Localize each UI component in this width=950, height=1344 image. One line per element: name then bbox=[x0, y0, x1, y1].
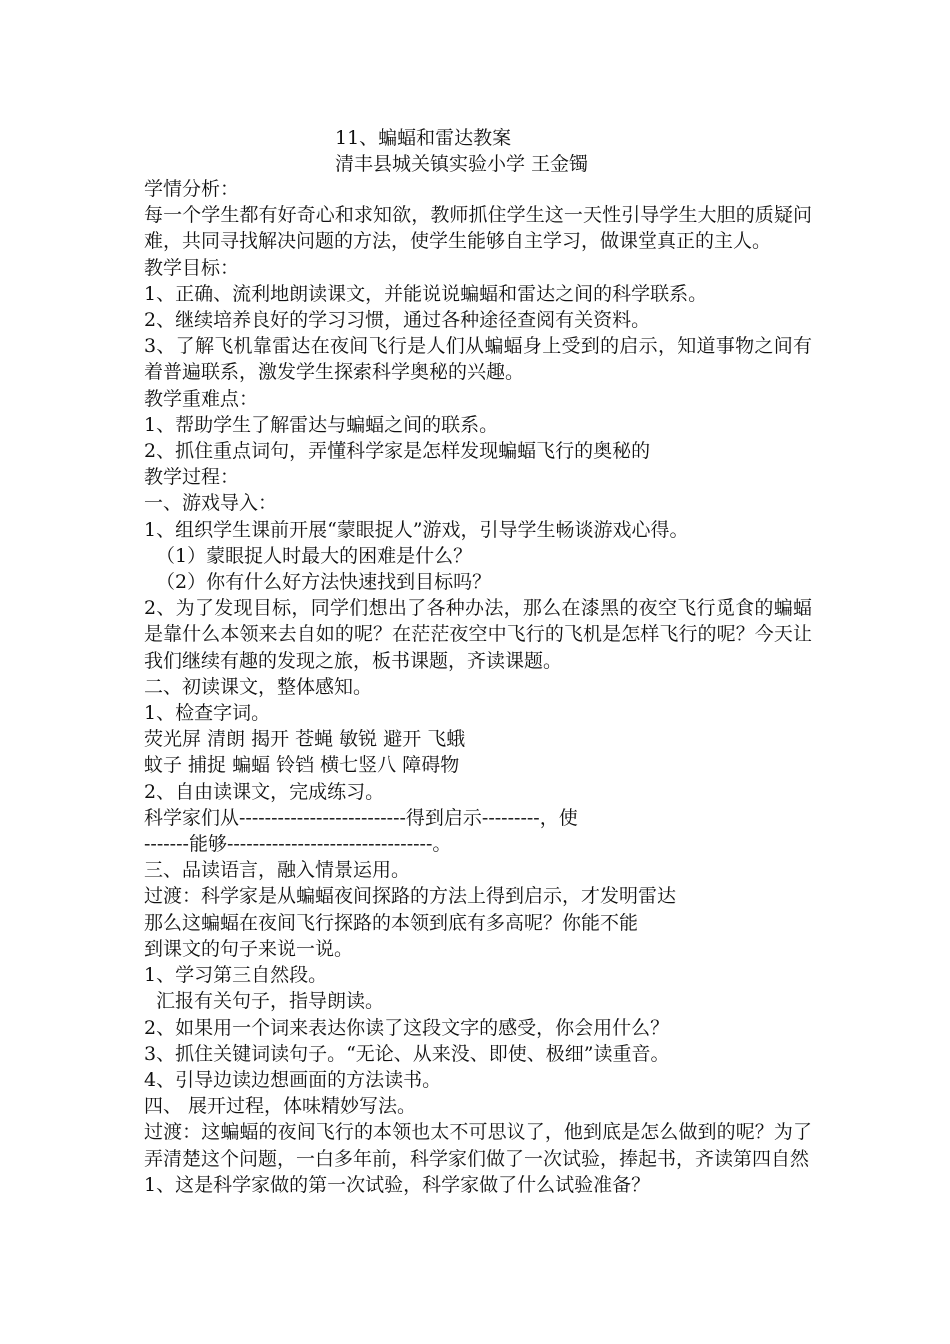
list-item: 2、继续培养良好的学习习惯，通过各种途径查阅有关资料。 bbox=[144, 309, 651, 332]
list-item: 1、帮助学生了解雷达与蝙蝠之间的联系。 bbox=[144, 413, 499, 436]
list-item: 3、了解飞机靠雷达在夜间飞行是人们从蝙蝠身上受到的启示，知道事物之间有着普遍联系，激发学生探索科学奥秘的兴趣。 bbox=[144, 335, 812, 384]
vocabulary-row: 荧光屏 清朗 揭开 苍蝇 敏锐 避开 飞蛾 bbox=[144, 728, 466, 751]
list-item: 1、组织学生课前开展“蒙眼捉人”游戏，引导学生畅谈游戏心得。 bbox=[144, 518, 689, 541]
transition-text: 那么这蝙蝠在夜间飞行探路的本领到底有多高呢？你能不能 bbox=[144, 911, 639, 934]
list-item: 1、学习第三自然段。 bbox=[144, 964, 328, 987]
subsection-heading: 一、游戏导入： bbox=[144, 492, 278, 515]
list-item: 2、为了发现目标，同学们想出了各种办法，那么在漆黑的夜空飞行觅食的蝙蝠是靠什么本领来去自如的呢？在茫茫夜空中飞行的飞机是怎样飞行的呢？今天让我们继续有趣的发现之旅，板书课题，齐读课题。 bbox=[144, 597, 812, 672]
author-line: 清丰县城关镇实验小学 王金镯 bbox=[335, 153, 589, 175]
document-body bbox=[144, 176, 812, 1198]
list-item: 2、如果用一个词来表达你读了这段文字的感受，你会用什么？ bbox=[144, 1016, 670, 1039]
question-item: （2）你有什么好方法快速找到目标吗？ bbox=[156, 571, 492, 594]
paragraph: 每一个学生都有好奇心和求知欲，教师抓住学生这一天性引导学生大胆的质疑问难，共同寻找解决问题的方法，使学生能够自主学习，做课堂真正的主人。 bbox=[144, 204, 812, 253]
list-item: 1、检查字词。 bbox=[144, 702, 271, 725]
list-item: 1、正确、流利地朗读课文，并能说说蝙蝠和雷达之间的科学联系。 bbox=[144, 282, 708, 305]
question-item: （1）蒙眼捉人时最大的困难是什么？ bbox=[156, 544, 473, 567]
section-heading: 教学目标： bbox=[144, 256, 240, 279]
section-heading: 教学过程： bbox=[144, 466, 240, 489]
subsection-heading: 二、初读课文，整体感知。 bbox=[144, 675, 373, 698]
page-title: 11、蝙蝠和雷达教案 bbox=[335, 127, 512, 149]
list-item: 1、这是科学家做的第一次试验，科学家做了什么试验准备？ bbox=[144, 1173, 651, 1196]
subsection-heading: 四、 展开过程，体味精妙写法。 bbox=[144, 1095, 417, 1118]
transition-text: 过渡：科学家是从蝙蝠夜间探路的方法上得到启示，才发明雷达 bbox=[144, 885, 677, 908]
list-item: 汇报有关句子，指导朗读。 bbox=[156, 990, 385, 1013]
fill-in-exercise: -------能够--------------------------------。 bbox=[144, 833, 452, 856]
vocabulary-row: 蚊子 捕捉 蝙蝠 铃铛 横七竖八 障碍物 bbox=[144, 754, 460, 777]
list-item: 2、抓住重点词句，弄懂科学家是怎样发现蝙蝠飞行的奥秘的 bbox=[144, 440, 651, 463]
transition-text: 到课文的句子来说一说。 bbox=[144, 937, 354, 960]
list-item: 2、自由读课文，完成练习。 bbox=[144, 780, 385, 803]
list-item: 3、抓住关键词读句子。“无论、从来没、即使、极细”读重音。 bbox=[144, 1042, 670, 1065]
section-heading: 学情分析： bbox=[144, 178, 240, 200]
section-heading: 教学重难点： bbox=[144, 387, 259, 410]
subsection-heading: 三、品读语言，融入情景运用。 bbox=[144, 859, 411, 882]
transition-text: 过渡：这蝙蝠的夜间飞行的本领也太不可思议了，他到底是怎么做到的呢？为了弄清楚这个问题，一白多年前，科学家们做了一次试验，捧起书，齐读第四自然 bbox=[144, 1121, 812, 1170]
list-item: 4、引导边读边想画面的方法读书。 bbox=[144, 1068, 442, 1091]
fill-in-exercise: 科学家们从--------------------------得到启示---------，使 bbox=[144, 806, 578, 829]
